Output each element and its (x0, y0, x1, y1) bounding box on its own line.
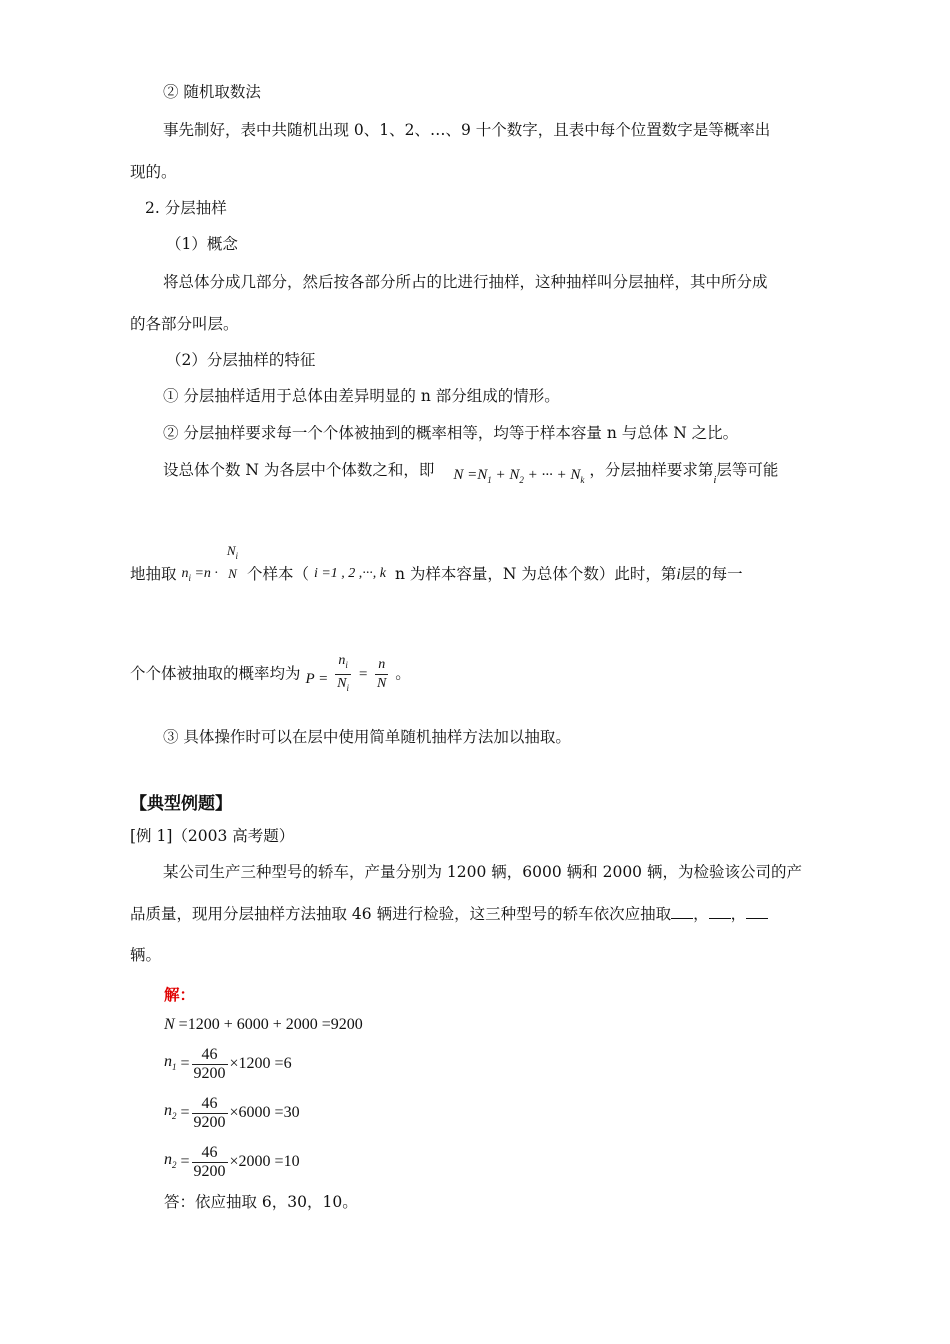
text-total-definition-a: 设总体个数 N 为各层中个体数之和，即 (163, 461, 435, 479)
frac-den-n1: 9200 (193, 1065, 226, 1082)
feature-item-3: ③ 具体操作时可以在层中使用简单随机抽样方法加以抽取。 (163, 728, 571, 746)
formula-i-range: i =1 , 2 ,···, k (313, 565, 386, 581)
answer-blank-1 (671, 904, 693, 919)
paragraph-probability (130, 652, 411, 697)
fraction-n1 (192, 1046, 228, 1083)
fraction-Ni-over-N: $N_i$ N (226, 543, 239, 581)
equation-n3 (164, 1144, 300, 1181)
fraction-n2 (192, 1095, 228, 1132)
answer-blank-2 (709, 904, 731, 919)
equation-n2-rhs: ×6000 =30 (229, 1104, 300, 1122)
equation-total-rhs: =1200 + 6000 + 2000 =9200 (178, 1016, 363, 1033)
example-1-label: [例 1]（2003 高考题） (130, 827, 295, 845)
paragraph-concept-line2: 的各部分叫层。 (130, 315, 239, 333)
example-1-line3: 辆。 (130, 946, 162, 964)
subsection-title-features: （2）分层抽样的特征 (166, 351, 316, 369)
var-n1: $n_1$ (164, 1053, 177, 1073)
text-total-definition-c: 层等可能 (716, 461, 779, 479)
text-sample-count-d: 层的每一 (680, 564, 743, 583)
equals-n2: = (180, 1104, 190, 1122)
answer-blank-3 (746, 904, 768, 919)
formula-ni: $n_i =n$ · (181, 565, 218, 583)
example-1-comma-2: ， (730, 905, 747, 923)
equals-n3: = (180, 1153, 190, 1171)
frac-num-n1: 46 (192, 1046, 228, 1065)
equation-total (164, 1016, 363, 1034)
example-1-line2 (130, 904, 768, 924)
example-1-line2-text: 品质量，现用分层抽样方法抽取 46 辆进行检验，这三种型号的轿车依次应抽取 (130, 905, 672, 923)
formula-P: P = (305, 670, 329, 687)
example-1-line1: 某公司生产三种型号的轿车，产量分别为 1200 辆，6000 辆和 2000 辆，为检验该公司的产 (163, 863, 802, 881)
text-probability-end: 。 (395, 664, 411, 683)
frac-den-n3: 9200 (193, 1163, 226, 1180)
fraction-n-over-N: $\frac{n}{N}$ (377, 657, 387, 691)
solution-label: 解： (164, 985, 196, 1004)
text-sample-count-c: n 为样本容量，N 为总体个数）此时，第 (394, 564, 677, 583)
heading-typical-examples: 【典型例题】 (130, 794, 232, 814)
fraction-ni-over-Ni: $\frac{n_i}{N_i}$ (337, 653, 350, 693)
feature-item-2: ② 分层抽样要求每一个个体被抽到的概率相等，均等于样本容量 n 与总体 N 之比。 (163, 424, 739, 442)
equals-n1: = (180, 1055, 190, 1073)
text-total-definition-b: ，分层抽样要求第 (589, 461, 714, 479)
text-probability-a: 个个体被抽取的概率均为 (130, 664, 301, 683)
var-N: N (164, 1016, 175, 1033)
frac-num-n2: 46 (192, 1095, 228, 1114)
answer-line: 答：依应抽取 6，30，10。 (164, 1193, 358, 1211)
equation-n1 (164, 1046, 292, 1083)
var-n2: $n_2$ (164, 1102, 177, 1122)
paragraph-random-number-line2: 现的。 (130, 163, 177, 181)
feature-item-1: ① 分层抽样适用于总体由差异明显的 n 部分组成的情形。 (163, 387, 560, 405)
formula-total-sum: $N =N_1 + N_2$ + ··· + $N_k$ (453, 467, 585, 485)
symbol-i-layer: i (676, 565, 681, 583)
subsection-title-concept: （1）概念 (166, 235, 238, 253)
frac-num-n3: 46 (192, 1144, 228, 1163)
symbol-i: i (713, 474, 717, 486)
equation-n1-rhs: ×1200 =6 (229, 1055, 292, 1073)
section-title-stratified: 2. 分层抽样 (145, 199, 227, 217)
subsection-title-random-number: ② 随机取数法 (163, 83, 261, 101)
example-1-comma-1: ， (693, 905, 709, 923)
paragraph-random-number-line1: 事先制好，表中共随机出现 0、1、2、…、9 十个数字，且表中每个位置数字是等概率出 (163, 121, 771, 139)
var-n3: $n_2$ (164, 1151, 177, 1171)
paragraph-total-definition (163, 460, 778, 486)
frac-den-n2: 9200 (193, 1114, 226, 1131)
text-sample-count-b: 个样本（ (246, 564, 309, 583)
equation-n3-rhs: ×2000 =10 (229, 1153, 300, 1171)
equation-n2 (164, 1095, 300, 1132)
formula-equals: = (357, 666, 369, 683)
fraction-n3 (192, 1144, 228, 1181)
paragraph-concept-line1: 将总体分成几部分，然后按各部分所占的比进行抽样，这种抽样叫分层抽样，其中所分成 (163, 273, 768, 291)
paragraph-sample-count (130, 542, 743, 583)
text-sample-count-a: 地抽取 (130, 564, 177, 583)
